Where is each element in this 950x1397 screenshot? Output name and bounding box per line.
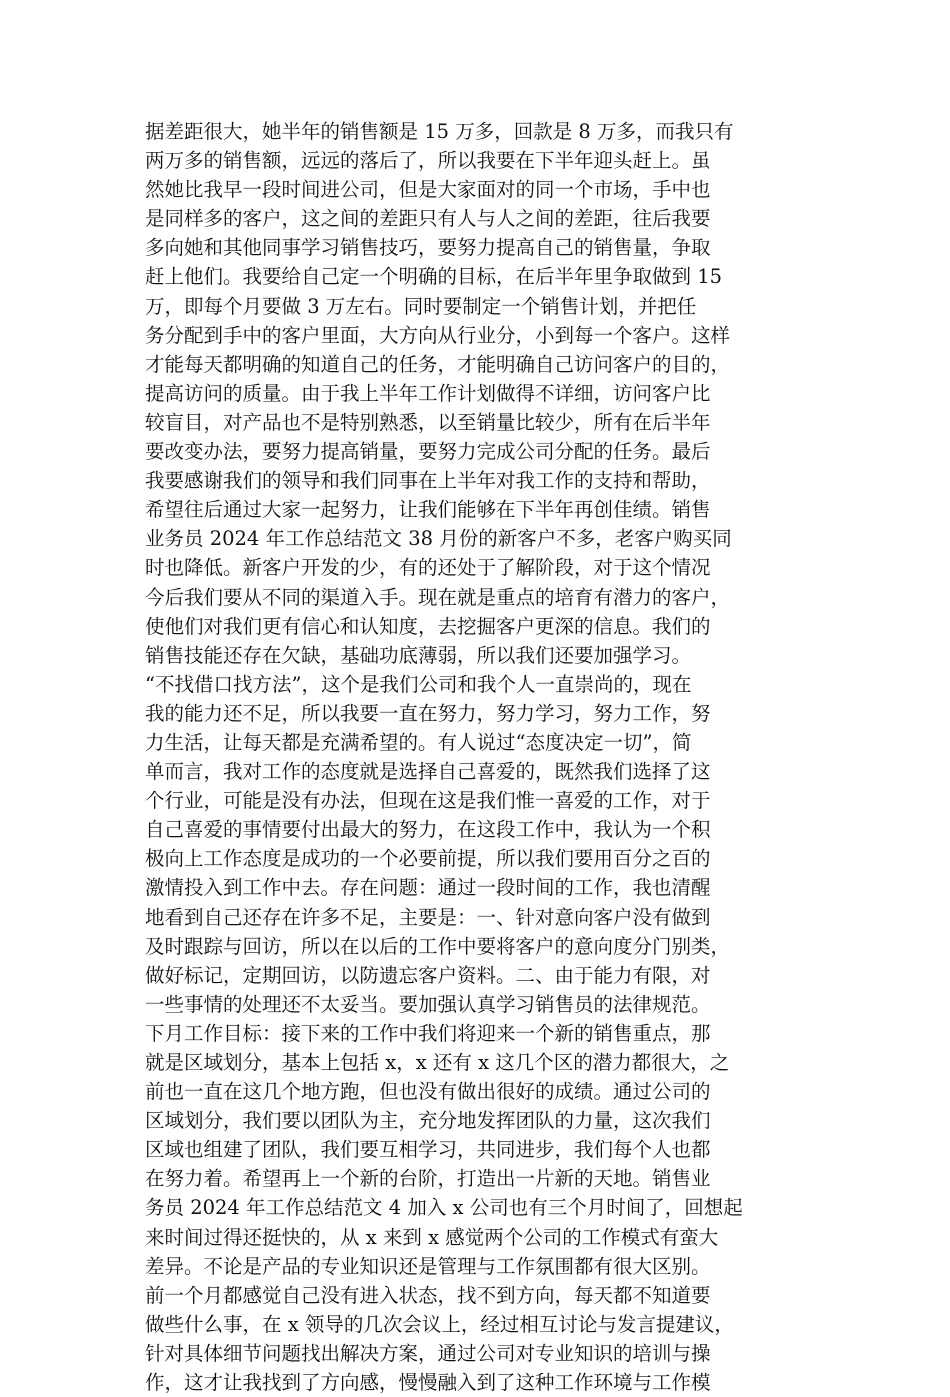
text-line: 来时间过得还挺快的，从 x 来到 x 感觉两个公司的工作模式有蛮大 bbox=[145, 1225, 719, 1249]
text-line: 地看到自己还存在许多不足，主要是：一、针对意向客户没有做到 bbox=[145, 905, 711, 929]
text-line: 赶上他们。我要给自己定一个明确的目标，在后半年里争取做到 15 bbox=[145, 265, 723, 289]
text-line: 务分配到手中的客户里面，大方向从行业分，小到每一个客户。这样 bbox=[145, 323, 731, 347]
text-line: “不找借口找方法”，这个是我们公司和我个人一直崇尚的，现在 bbox=[145, 672, 692, 696]
text-line: 在努力着。希望再上一个新的台阶，打造出一片新的天地。销售业 bbox=[145, 1167, 711, 1191]
text-line: 希望往后通过大家一起努力，让我们能够在下半年再创佳绩。销售 bbox=[145, 498, 711, 522]
text-line: 我的能力还不足，所以我要一直在努力，努力学习，努力工作，努 bbox=[145, 701, 711, 725]
text-line: 使他们对我们更有信心和认知度，去挖掘客户更深的信息。我们的 bbox=[145, 614, 711, 638]
text-line: 自己喜爱的事情要付出最大的努力，在这段工作中，我认为一个积 bbox=[145, 818, 711, 842]
text-line: 业务员 2024 年工作总结范文 38 月份的新客户不多，老客户购买同 bbox=[145, 527, 732, 551]
text-line: 销售技能还存在欠缺，基础功底薄弱，所以我们还要加强学习。 bbox=[145, 643, 692, 667]
text-line: 单而言，我对工作的态度就是选择自己喜爱的，既然我们选择了这 bbox=[145, 760, 711, 784]
text-line: 前一个月都感觉自己没有进入状态，找不到方向，每天都不知道要 bbox=[145, 1283, 711, 1307]
text-line: 多向她和其他同事学习销售技巧，要努力提高自己的销售量，争取 bbox=[145, 236, 711, 260]
text-line: 时也降低。新客户开发的少，有的还处于了解阶段，对于这个情况 bbox=[145, 556, 711, 580]
body-text bbox=[145, 117, 815, 1397]
text-line: 今后我们要从不同的渠道入手。现在就是重点的培育有潜力的客户， bbox=[145, 585, 731, 609]
text-line: 然她比我早一段时间进公司，但是大家面对的同一个市场，手中也 bbox=[145, 178, 711, 202]
text-line: 针对具体细节问题找出解决方案，通过公司对专业知识的培训与操 bbox=[145, 1341, 711, 1365]
text-line: 要改变办法，要努力提高销量，要努力完成公司分配的任务。最后 bbox=[145, 440, 711, 464]
text-line: 两万多的销售额，远远的落后了，所以我要在下半年迎头赶上。虽 bbox=[145, 149, 711, 173]
text-line: 提高访问的质量。由于我上半年工作计划做得不详细，访问客户比 bbox=[145, 381, 711, 405]
text-line: 万，即每个月要做 3 万左右。同时要制定一个销售计划，并把任 bbox=[145, 294, 697, 318]
text-line: 区域也组建了团队，我们要互相学习，共同进步，我们每个人也都 bbox=[145, 1138, 711, 1162]
text-line: 我要感谢我们的领导和我们同事在上半年对我工作的支持和帮助， bbox=[145, 469, 711, 493]
text-line: 就是区域划分，基本上包括 x，x 还有 x 这几个区的潜力都很大，之 bbox=[145, 1051, 730, 1074]
text-line: 下月工作目标：接下来的工作中我们将迎来一个新的销售重点，那 bbox=[145, 1021, 711, 1045]
text-line: 务员 2024 年工作总结范文 4 加入 x 公司也有三个月时间了，回想起 bbox=[145, 1196, 743, 1220]
text-line: 极向上工作态度是成功的一个必要前提，所以我们要用百分之百的 bbox=[145, 847, 711, 871]
text-line: 力生活，让每天都是充满希望的。有人说过“态度决定一切”，简 bbox=[145, 730, 692, 754]
text-line: 据差距很大，她半年的销售额是 15 万多，回款是 8 万多，而我只有 bbox=[145, 120, 734, 143]
text-line: 前也一直在这几个地方跑，但也没有做出很好的成绩。通过公司的 bbox=[145, 1080, 711, 1104]
text-line: 做好标记，定期回访，以防遗忘客户资料。二、由于能力有限，对 bbox=[145, 963, 711, 987]
text-line: 是同样多的客户，这之间的差距只有人与人之间的差距，往后我要 bbox=[145, 207, 711, 231]
text-line: 及时跟踪与回访，所以在以后的工作中要将客户的意向度分门别类， bbox=[145, 934, 731, 958]
text-line: 作，这才让我找到了方向感，慢慢融入到了这种工作环境与工作模 bbox=[145, 1371, 711, 1395]
text-line: 个行业，可能是没有办法，但现在这是我们惟一喜爱的工作，对于 bbox=[145, 789, 711, 813]
text-line: 区域划分，我们要以团队为主，充分地发挥团队的力量，这次我们 bbox=[145, 1109, 711, 1133]
text-line: 激情投入到工作中去。存在问题：通过一段时间的工作，我也清醒 bbox=[145, 876, 711, 900]
text-line: 做些什么事，在 x 领导的几次会议上，经过相互讨论与发言提建议， bbox=[145, 1312, 734, 1336]
text-line: 差异。不论是产品的专业知识还是管理与工作氛围都有很大区别。 bbox=[145, 1254, 711, 1278]
text-line: 一些事情的处理还不太妥当。要加强认真学习销售员的法律规范。 bbox=[145, 992, 711, 1016]
text-line: 较盲目，对产品也不是特别熟悉，以至销量比较少，所有在后半年 bbox=[145, 410, 711, 434]
text-line: 才能每天都明确的知道自己的任务，才能明确自己访问客户的目的， bbox=[145, 352, 731, 376]
